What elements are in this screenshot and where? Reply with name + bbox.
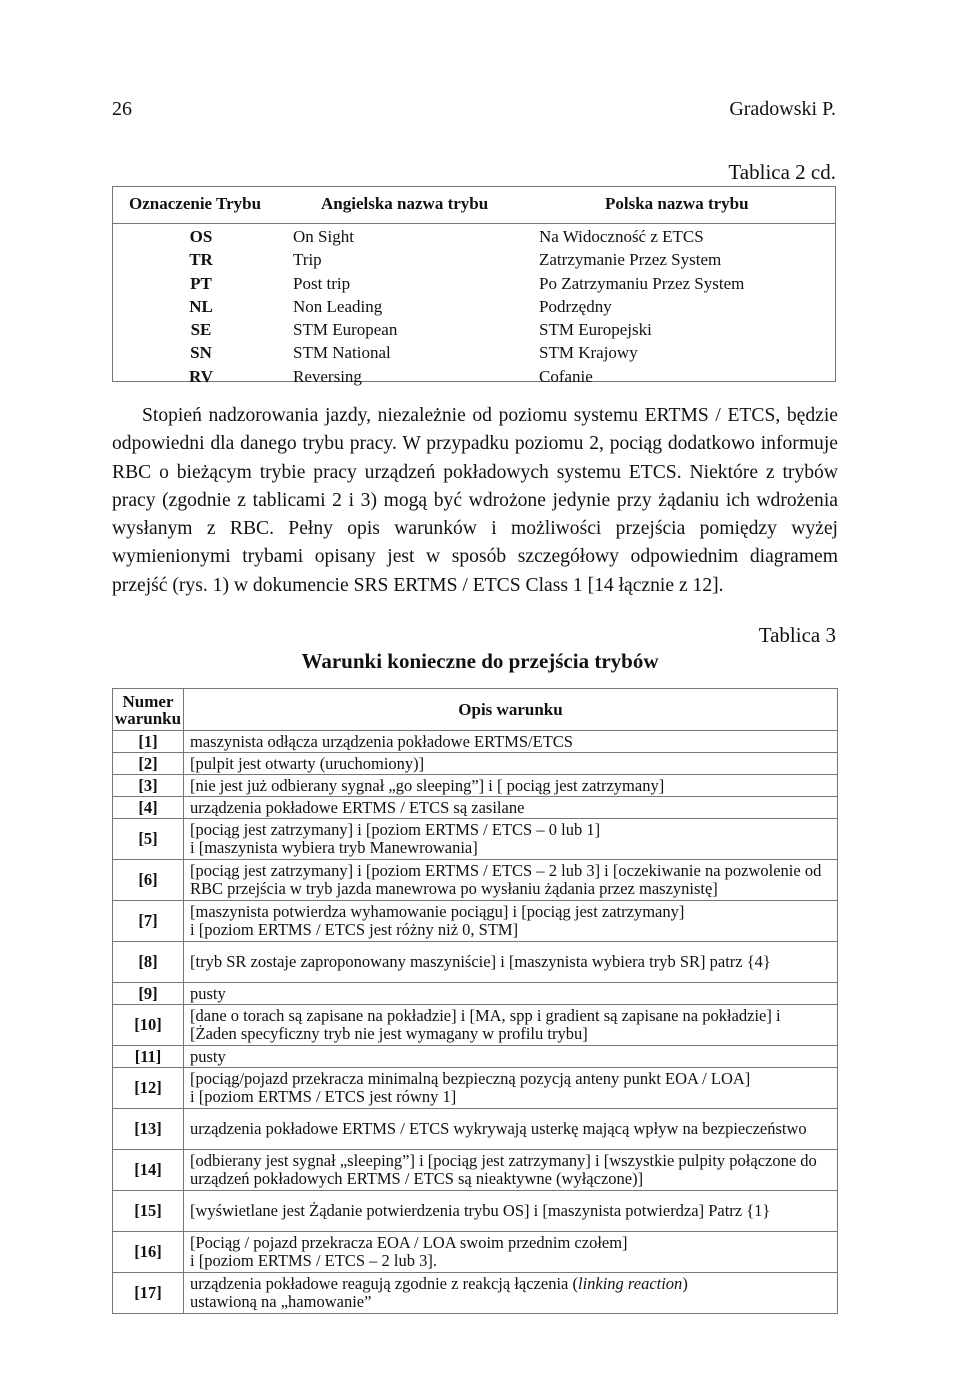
table-row <box>113 318 835 341</box>
mode-english-name: On Sight <box>293 227 354 246</box>
column-header-english: Angielska nazwa trybu <box>321 194 489 213</box>
condition-number: [11] <box>113 1046 184 1068</box>
condition-description: pusty <box>184 983 838 1005</box>
condition-description: urządzenia pokładowe ERTMS / ETCS wykrywają usterkę mającą wpływ na bezpieczeństwo <box>184 1109 838 1150</box>
condition-number: [16] <box>113 1232 184 1273</box>
mode-polish-name: STM Krajowy <box>539 343 638 363</box>
mode-code: SN <box>190 343 212 363</box>
condition-number: [9] <box>113 983 184 1005</box>
table-row <box>113 775 838 797</box>
condition-description: [pociąg jest zatrzymany] i [poziom ERTMS / ETCS – 2 lub 3] i [oczekiwanie na pozwolenie od RBC przejścia w tryb jazda manewrowa po wysłaniu żądania przez maszynistę] <box>184 860 838 901</box>
description-text: ) ustawioną na „hamowanie” <box>190 1274 688 1311</box>
condition-description: [pociąg/pojazd przekracza minimalną bezpieczną pozycją anteny punkt EOA / LOA] i [poziom ERTMS / ETCS jest równy 1] <box>184 1068 838 1109</box>
modes-table-body <box>113 225 835 388</box>
table-row <box>113 1273 838 1314</box>
mode-code: NL <box>189 296 213 316</box>
mode-code: RV <box>189 366 213 386</box>
table2-caption: Tablica 2 cd. <box>728 160 836 184</box>
table-row <box>113 225 835 248</box>
column-header-polish: Polska nazwa trybu <box>605 194 749 213</box>
table-row <box>113 983 838 1005</box>
conditions-table-body <box>113 731 838 1314</box>
column-header-code: Oznaczenie Trybu <box>129 194 262 213</box>
mode-polish-name: STM Europejski <box>539 320 652 340</box>
condition-description: urządzenia pokładowe ERTMS / ETCS są zasilane <box>184 797 838 819</box>
condition-description: [dane o torach są zapisane na pokładzie] i [MA, spp i gradient są zapisane na pokładzie] i [Żaden specyficzny tryb nie jest wymagany w profilu trybu] <box>184 1005 838 1046</box>
condition-number: [8] <box>113 942 184 983</box>
table-row <box>113 1232 838 1273</box>
mode-english-name: Post trip <box>293 273 351 293</box>
condition-number: [12] <box>113 1068 184 1109</box>
mode-english-name: Reversing <box>293 366 362 386</box>
condition-description: maszynista odłącza urządzenia pokładowe ERTMS/ETCS <box>184 731 838 753</box>
table-row <box>113 341 835 364</box>
modes-table <box>112 186 836 386</box>
condition-description: pusty <box>184 1046 838 1068</box>
condition-description: [pulpit jest otwarty (uruchomiony)] <box>184 753 838 775</box>
condition-description: [odbierany jest sygnał „sleeping”] i [pociąg jest zatrzymany] i [wszystkie pulpity połączone do urządzeń pokładowych ERTMS / ETCS są nieaktywne (wyłączone)] <box>184 1150 838 1191</box>
table-row <box>113 295 835 318</box>
condition-number: [17] <box>113 1273 184 1314</box>
condition-description <box>184 1273 838 1314</box>
condition-number: [5] <box>113 819 184 860</box>
mode-polish-name: Na Widoczność z ETCS <box>539 227 704 246</box>
mode-code: SE <box>190 320 212 340</box>
conditions-table <box>112 688 838 1314</box>
condition-number: [7] <box>113 901 184 942</box>
table3-caption: Tablica 3 <box>758 623 836 647</box>
table3-title: Warunki konieczne do przejścia trybów <box>301 649 659 673</box>
mode-code: TR <box>189 250 213 270</box>
mode-polish-name: Cofanie <box>539 366 593 386</box>
condition-number: [6] <box>113 860 184 901</box>
description-text: urządzenia pokładowe reagują zgodnie z reakcją łączenia ( <box>190 1274 578 1293</box>
condition-description: [nie jest już odbierany sygnał „go sleeping”] i [ pociąg jest zatrzymany] <box>184 775 838 797</box>
body-paragraph: Stopień nadzorowania jazdy, niezależnie od poziomu systemu ERTMS / ETCS, będzie odpowiedni dla danego trybu pracy. W przypadku poziomu 2, pociąg dodatkowo informuje RBC o bieżącym trybie pracy urządzeń pokładowych systemu ETCS. Niektóre z trybów pracy (zgodnie z tablicami 2 i 3) mogą być wdrożone jedynie przy żądaniu ich wdrożenia wysłanym z RBC. Pełny opis warunków i możliwości przejścia pomiędzy wyżej wymienionymi trybami opisany jest w sposób szczegółowy odpowiednim diagramem przejść (rys. 1) w dokumencie SRS ERTMS / ETCS Class 1 [14 łącznie z 12]. <box>112 405 838 596</box>
table-row <box>113 1046 838 1068</box>
mode-polish-name: Podrzędny <box>539 296 612 316</box>
mode-english-name: Non Leading <box>293 296 383 316</box>
condition-number: [1] <box>113 731 184 753</box>
table-row <box>113 248 835 271</box>
mode-code: PT <box>190 273 212 293</box>
table-row <box>113 1191 838 1232</box>
running-header-author: Gradowski P. <box>729 98 836 120</box>
condition-number: [2] <box>113 753 184 775</box>
mode-english-name: Trip <box>293 250 322 270</box>
condition-description: [tryb SR zostaje zaproponowany maszyniście] i [maszynista wybiera tryb SR] patrz {4} <box>184 942 838 983</box>
table-row <box>113 272 835 295</box>
condition-description: [wyświetlane jest Żądanie potwierdzenia trybu OS] i [maszynista potwierdza] Patrz {1} <box>184 1191 838 1232</box>
condition-number: [4] <box>113 797 184 819</box>
condition-number: [15] <box>113 1191 184 1232</box>
table-row <box>113 1005 838 1046</box>
table-row <box>113 731 838 753</box>
condition-number: [13] <box>113 1109 184 1150</box>
mode-polish-name: Po Zatrzymaniu Przez System <box>539 273 745 293</box>
table-row <box>113 819 838 860</box>
table-row <box>113 797 838 819</box>
condition-description: [pociąg jest zatrzymany] i [poziom ERTMS / ETCS – 0 lub 1] i [maszynista wybiera tryb Manewrowania] <box>184 819 838 860</box>
table-row <box>113 860 838 901</box>
condition-description: [Pociąg / pojazd przekracza EOA / LOA swoim przednim czołem] i [poziom ERTMS / ETCS – 2 lub 3]. <box>184 1232 838 1273</box>
mode-code: OS <box>189 227 213 246</box>
mode-english-name: STM National <box>293 343 391 363</box>
mode-polish-name: Zatrzymanie Przez System <box>539 250 722 270</box>
table-row <box>113 753 838 775</box>
column-header-description: Opis warunku <box>184 689 838 731</box>
table-row <box>113 1068 838 1109</box>
table-row <box>113 901 838 942</box>
page-number: 26 <box>112 98 132 120</box>
table-row <box>113 942 838 983</box>
condition-description: [maszynista potwierdza wyhamowanie pociągu] i [pociąg jest zatrzymany] i [poziom ERTMS / ETCS jest różny niż 0, STM] <box>184 901 838 942</box>
table-row <box>113 1150 838 1191</box>
column-header-number: Numer warunku <box>113 689 184 731</box>
emphasis-text: linking reaction <box>577 1274 683 1293</box>
mode-english-name: STM European <box>293 320 398 340</box>
modes-table-header <box>113 187 835 224</box>
table-row <box>113 1109 838 1150</box>
condition-number: [14] <box>113 1150 184 1191</box>
table-row <box>113 365 835 388</box>
condition-number: [10] <box>113 1005 184 1046</box>
condition-number: [3] <box>113 775 184 797</box>
